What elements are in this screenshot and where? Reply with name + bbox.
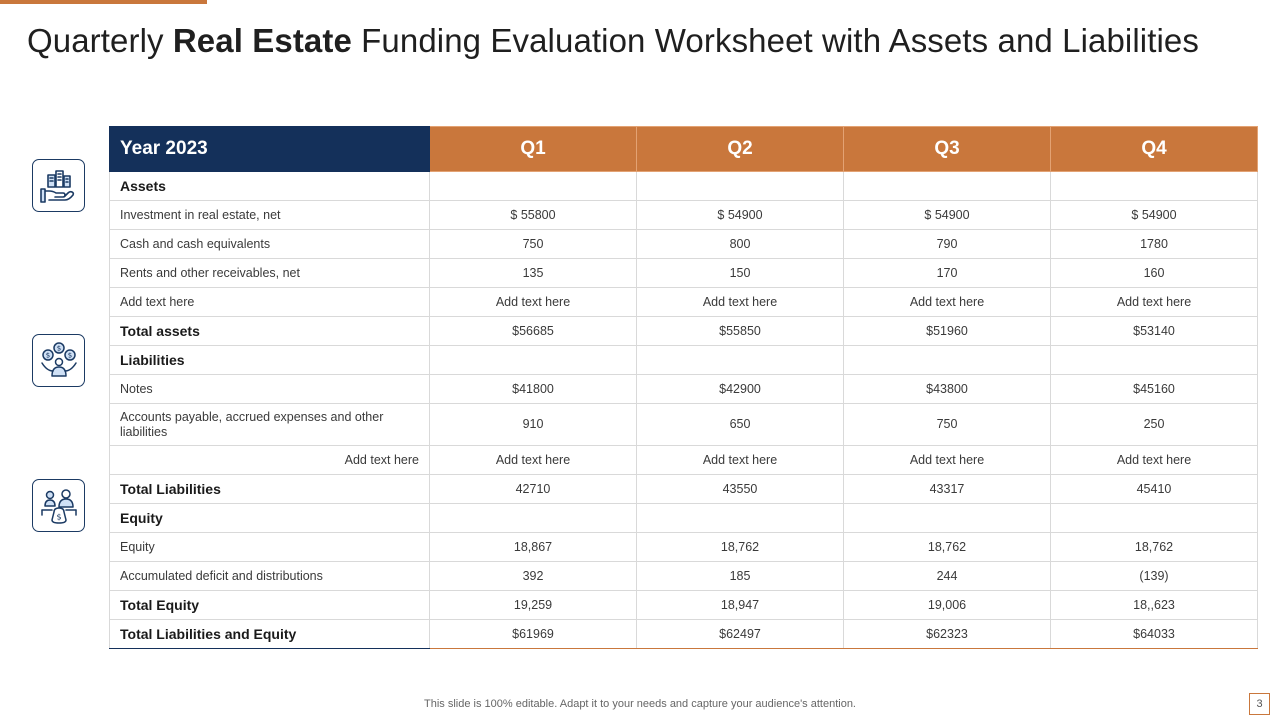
- table-row: [110, 504, 1258, 533]
- table-cell: Add text here: [637, 446, 844, 475]
- table-cell: 18,,623: [1051, 591, 1258, 620]
- title-bold: Real Estate: [172, 22, 352, 59]
- row-label: Accumulated deficit and distributions: [110, 562, 430, 591]
- table-row: [110, 201, 1258, 230]
- table-cell: Add text here: [430, 288, 637, 317]
- table-cell: 650: [637, 404, 844, 446]
- table-cell: 18,762: [637, 533, 844, 562]
- page-number: 3: [1249, 693, 1270, 715]
- table-row: [110, 375, 1258, 404]
- table-cell: 18,867: [430, 533, 637, 562]
- table-row: [110, 591, 1258, 620]
- slide-title: [27, 22, 1199, 60]
- table-cell: Add text here: [1051, 446, 1258, 475]
- money-bags-person-icon: [32, 334, 85, 387]
- table-cell: 244: [844, 562, 1051, 591]
- table-cell: $64033: [1051, 620, 1258, 649]
- table-cell: 43317: [844, 475, 1051, 504]
- table-row: [110, 346, 1258, 375]
- table-cell: 750: [430, 230, 637, 259]
- table-cell: 800: [637, 230, 844, 259]
- table-cell: 19,006: [844, 591, 1051, 620]
- title-suffix: Funding Evaluation Worksheet with Assets and Liabilities: [351, 22, 1199, 59]
- table-header-row: [110, 127, 1258, 172]
- table-cell: [844, 172, 1051, 201]
- svg-text:$: $: [67, 351, 72, 359]
- table-cell: [637, 172, 844, 201]
- table-cell: $61969: [430, 620, 637, 649]
- table-cell: 392: [430, 562, 637, 591]
- table-cell: $62497: [637, 620, 844, 649]
- table-cell: $ 54900: [844, 201, 1051, 230]
- table-cell: Add text here: [1051, 288, 1258, 317]
- table-cell: 43550: [637, 475, 844, 504]
- title-prefix: Quarterly: [27, 22, 173, 59]
- table-cell: 150: [637, 259, 844, 288]
- table-cell: 1780: [1051, 230, 1258, 259]
- top-accent-bar: [0, 0, 207, 4]
- table-row: [110, 172, 1258, 201]
- table-cell: 42710: [430, 475, 637, 504]
- row-label: Cash and cash equivalents: [110, 230, 430, 259]
- row-label: Assets: [110, 172, 430, 201]
- row-label: Total Liabilities: [110, 475, 430, 504]
- table-cell: [430, 504, 637, 533]
- table-cell: [637, 346, 844, 375]
- hand-buildings-icon: [32, 159, 85, 212]
- table-cell: $55850: [637, 317, 844, 346]
- row-label: Notes: [110, 375, 430, 404]
- table-cell: 18,762: [844, 533, 1051, 562]
- table-cell: $ 54900: [637, 201, 844, 230]
- row-label: Accounts payable, accrued expenses and other liabilities: [110, 404, 430, 446]
- table-cell: $45160: [1051, 375, 1258, 404]
- table-row: [110, 404, 1258, 446]
- table-row: [110, 475, 1258, 504]
- row-label: Total assets: [110, 317, 430, 346]
- funding-worksheet-table: [109, 126, 1258, 649]
- table-cell: 18,762: [1051, 533, 1258, 562]
- table-cell: 18,947: [637, 591, 844, 620]
- table-cell: $56685: [430, 317, 637, 346]
- table-cell: $ 55800: [430, 201, 637, 230]
- row-label: Equity: [110, 533, 430, 562]
- table-cell: $43800: [844, 375, 1051, 404]
- row-label: Add text here: [110, 446, 430, 475]
- row-label: Rents and other receivables, net: [110, 259, 430, 288]
- table-cell: (139): [1051, 562, 1258, 591]
- header-year: Year 2023: [110, 127, 430, 172]
- table-cell: [1051, 172, 1258, 201]
- row-label: Liabilities: [110, 346, 430, 375]
- table-cell: 170: [844, 259, 1051, 288]
- table-cell: 750: [844, 404, 1051, 446]
- table-row: [110, 288, 1258, 317]
- table-cell: Add text here: [844, 288, 1051, 317]
- table-row: [110, 317, 1258, 346]
- table-cell: [637, 504, 844, 533]
- row-label: Add text here: [110, 288, 430, 317]
- table-row: [110, 533, 1258, 562]
- table-cell: $41800: [430, 375, 637, 404]
- svg-text:$: $: [55, 512, 62, 521]
- header-q2: Q2: [637, 127, 844, 172]
- table-cell: 790: [844, 230, 1051, 259]
- table-cell: 135: [430, 259, 637, 288]
- table-cell: 45410: [1051, 475, 1258, 504]
- table-cell: 250: [1051, 404, 1258, 446]
- row-label: Investment in real estate, net: [110, 201, 430, 230]
- table-row: [110, 259, 1258, 288]
- svg-text:$: $: [56, 344, 61, 352]
- table-cell: $ 54900: [1051, 201, 1258, 230]
- footer-note: This slide is 100% editable. Adapt it to your needs and capture your audience's attention.: [424, 698, 856, 710]
- row-label: Total Equity: [110, 591, 430, 620]
- table-cell: 160: [1051, 259, 1258, 288]
- table-cell: Add text here: [430, 446, 637, 475]
- table-row: [110, 446, 1258, 475]
- table-row: [110, 562, 1258, 591]
- table-cell: 910: [430, 404, 637, 446]
- table-row: [110, 230, 1258, 259]
- header-q3: Q3: [844, 127, 1051, 172]
- table-cell: Add text here: [844, 446, 1051, 475]
- table-cell: 19,259: [430, 591, 637, 620]
- table-cell: [844, 504, 1051, 533]
- header-q4: Q4: [1051, 127, 1258, 172]
- table-cell: $51960: [844, 317, 1051, 346]
- row-label: Equity: [110, 504, 430, 533]
- svg-text:$: $: [45, 351, 50, 359]
- table-cell: $42900: [637, 375, 844, 404]
- header-q1: Q1: [430, 127, 637, 172]
- table-cell: 185: [637, 562, 844, 591]
- table-cell: [1051, 504, 1258, 533]
- table-cell: [844, 346, 1051, 375]
- table-cell: $62323: [844, 620, 1051, 649]
- table-cell: [1051, 346, 1258, 375]
- table-cell: $53140: [1051, 317, 1258, 346]
- investor-money-bag-icon: [32, 479, 85, 532]
- table-cell: Add text here: [637, 288, 844, 317]
- row-label: Total Liabilities and Equity: [110, 620, 430, 649]
- table-cell: [430, 172, 637, 201]
- table-row: [110, 620, 1258, 649]
- table-cell: [430, 346, 637, 375]
